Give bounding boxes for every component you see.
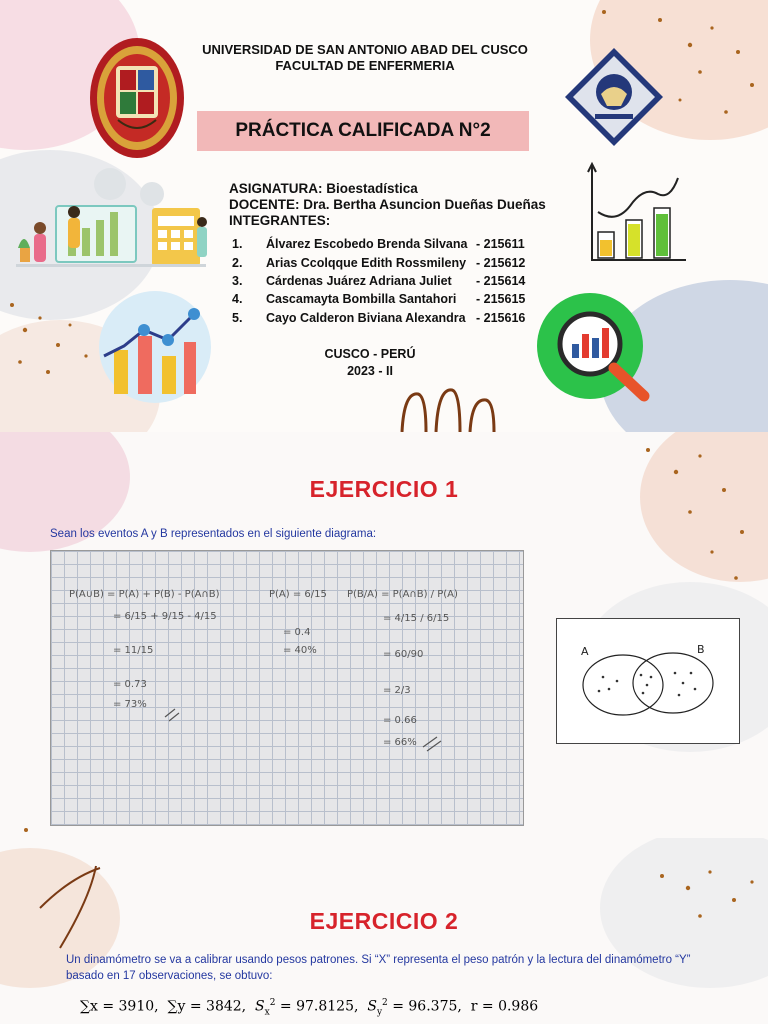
variance-y: = 96.375, [392, 998, 462, 1015]
hw-underline-mark [165, 709, 179, 721]
hw-line: = 73% [113, 699, 147, 710]
faculty-logo [561, 44, 667, 150]
subject-label: ASIGNATURA: Bioestadística [229, 181, 418, 196]
list-item: 5. Cayo Calderon Biviana Alexandra - 215616 [232, 310, 526, 325]
hw-line: = 60/90 [383, 649, 424, 660]
venn-diagram [556, 618, 740, 744]
cover-page [0, 0, 768, 432]
list-item: 1. Álvarez Escobedo Brenda Silvana - 215611 [232, 237, 525, 252]
practice-title-band [197, 111, 529, 151]
list-item: 3. Cárdenas Juárez Adriana Juliet - 215614 [232, 273, 526, 288]
hw-line: = 0.66 [383, 715, 417, 726]
line-bar-chart-illustration [98, 290, 212, 404]
variance-x: = 97.8125, [279, 998, 359, 1015]
sum-x: ∑x = 3910, [80, 998, 159, 1015]
place-label: CUSCO - PERÚ [324, 347, 416, 361]
university-name: UNIVERSIDAD DE SAN ANTONIO ABAD DEL CUSCO [202, 42, 528, 57]
member-name: Arias Ccolqque Edith Rossmileny [266, 255, 467, 270]
list-item: 2. Arias Ccolqque Edith Rossmileny - 215612 [232, 255, 526, 270]
summary-statistics-formula: ∑x = 3910, ∑y = 3842, $S_x^2 = 97.8125$, $S_y^2 = 96.375$, r = 0.986 [80, 998, 539, 1018]
university-crest-logo [88, 36, 186, 160]
members-heading: INTEGRANTES: [229, 213, 331, 228]
teacher-label: DOCENTE: Dra. Bertha Asuncion Dueñas Dueñas [229, 197, 546, 212]
members-list [232, 235, 525, 327]
venn-label-a: A [581, 645, 589, 658]
member-name: Álvarez Escobedo Brenda Silvana [266, 237, 468, 252]
list-item: 4. Cascamayta Bombilla Santahori - 215615 [232, 292, 526, 307]
member-name: Cayo Calderon Biviana Alexandra [266, 310, 466, 325]
hw-line: = 40% [283, 645, 317, 656]
hw-line: = 66% [383, 737, 417, 748]
exercise-1-title: EJERCICIO 1 [309, 476, 459, 502]
hw-line: = 4/15 / 6/15 [383, 613, 450, 624]
venn-diagram-drawing [557, 619, 741, 745]
decorative-lines [396, 384, 526, 432]
exercise-2-statement: Un dinamómetro se va a calibrar usando pesos patrones. Si “X” representa el peso patrón y la lectura del dinamómetro “Y” basado en 17 observaciones, se obtuvo: [66, 954, 691, 982]
member-code: - 215612 [476, 255, 526, 270]
member-code: - 215615 [476, 292, 526, 307]
hw-line: P(A∪B) = P(A) + P(B) - P(A∩B) [69, 589, 220, 600]
team-analytics-illustration [12, 168, 210, 288]
hw-line: = 2/3 [383, 685, 411, 696]
bar-chart-illustration [580, 160, 690, 272]
hw-line: P(B/A) = P(A∩B) / P(A) [347, 589, 458, 600]
member-code: - 215614 [476, 273, 526, 288]
member-code: - 215611 [476, 237, 525, 252]
course-info [229, 181, 546, 229]
exercise-2-page [0, 838, 768, 1024]
practice-title: PRÁCTICA CALIFICADA N°2 [235, 120, 491, 141]
hw-line: = 6/15 + 9/15 - 4/15 [113, 611, 217, 622]
hw-line: P(A) = 6/15 [269, 589, 327, 600]
hw-line: = 0.73 [113, 679, 147, 690]
exercise-1-statement: Sean los eventos A y B representados en el siguiente diagrama: [50, 528, 377, 540]
venn-label-b: B [697, 643, 705, 656]
term-label: 2023 - II [347, 364, 393, 378]
correlation-r: r = 0.986 [470, 998, 539, 1015]
hw-line: = 0.4 [283, 627, 311, 638]
member-name: Cascamayta Bombilla Santahori [266, 292, 457, 307]
university-header [195, 42, 535, 74]
place-and-term [300, 346, 440, 380]
hw-underline-mark [423, 737, 441, 751]
handwritten-solution-photo [50, 550, 524, 826]
handwritten-solution [51, 551, 525, 827]
faculty-name: FACULTAD DE ENFERMERIA [275, 58, 455, 73]
member-code: - 215616 [476, 310, 526, 325]
member-name: Cárdenas Juárez Adriana Juliet [266, 273, 452, 288]
hw-line: = 11/15 [113, 645, 154, 656]
sum-y: ∑y = 3842, [167, 998, 247, 1015]
magnifier-chart-illustration [536, 292, 660, 406]
exercise-2-title: EJERCICIO 2 [309, 908, 459, 934]
